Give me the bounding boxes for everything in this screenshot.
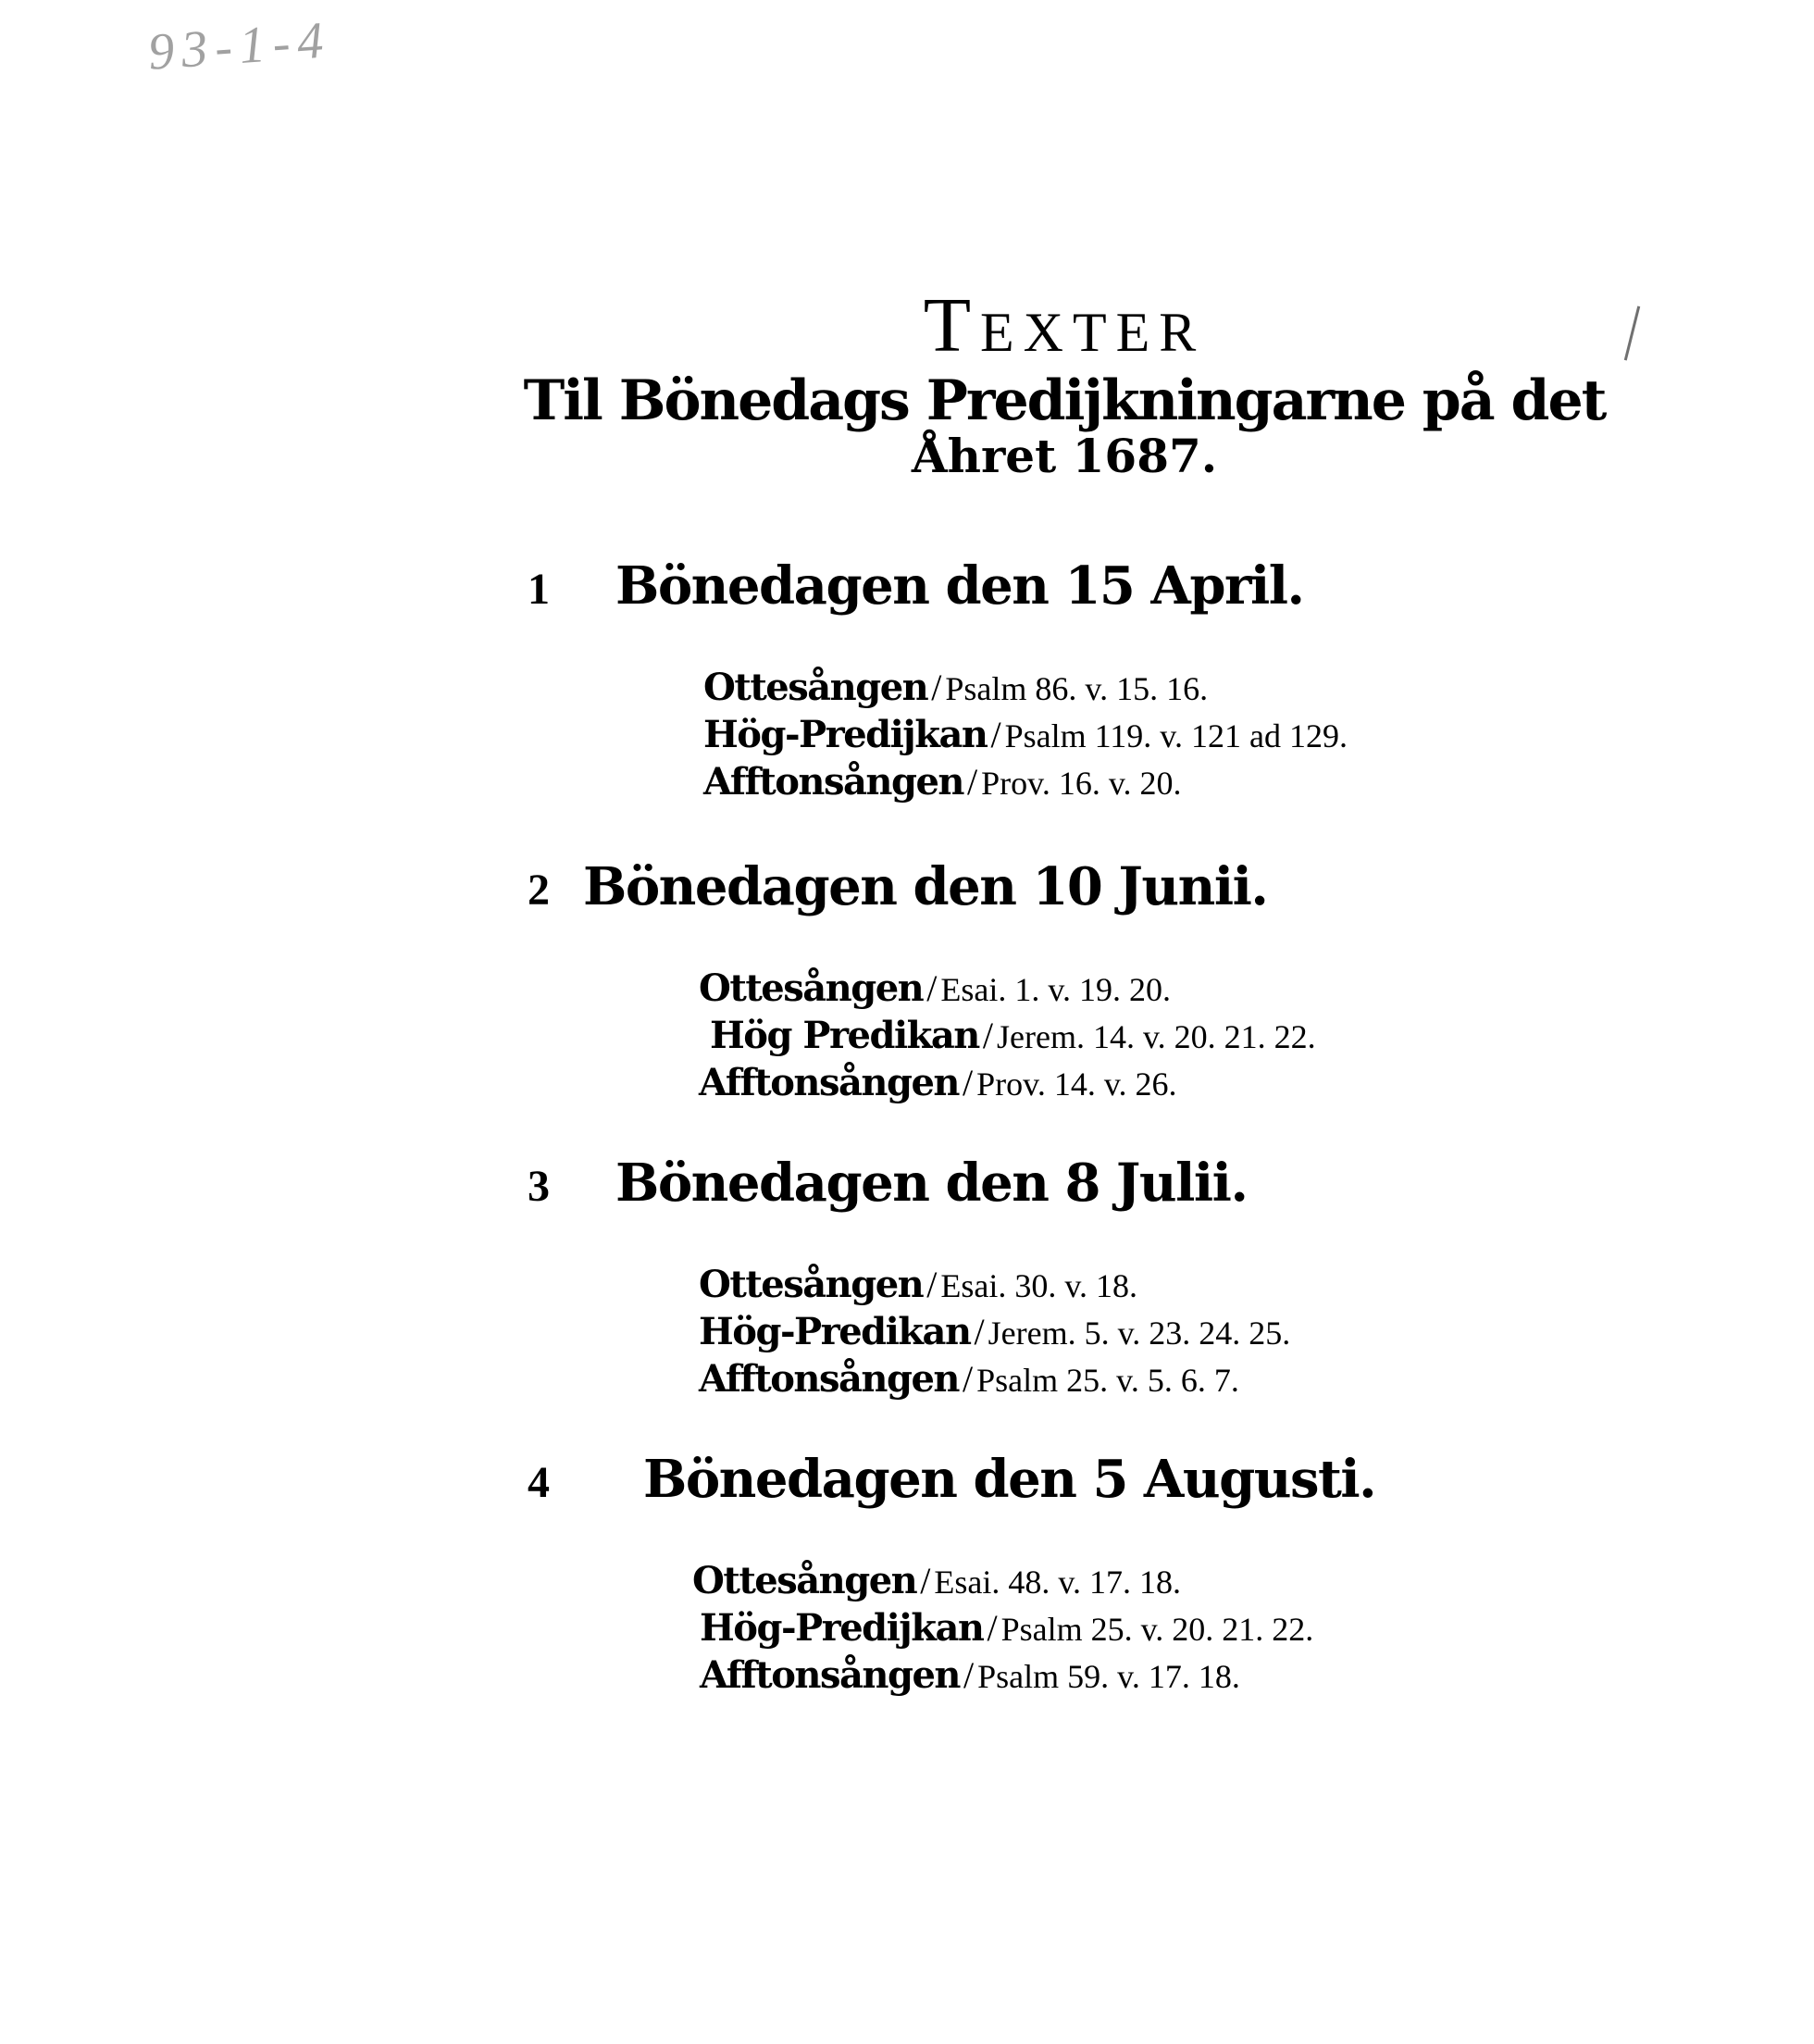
reading-line	[699, 1262, 1638, 1309]
separator: /	[974, 1311, 985, 1352]
separator: /	[926, 1264, 938, 1305]
service-name: Afftonsången	[699, 1061, 960, 1104]
scripture-reference: Jerem. 5. v. 23. 24. 25.	[988, 1315, 1291, 1352]
scripture-reference: Esai. 48. v. 17. 18.	[934, 1564, 1182, 1601]
service-name: Ottesången	[699, 966, 924, 1010]
prayer-day-section-3	[528, 1153, 1638, 1403]
separator: /	[982, 1015, 993, 1056]
readings-list	[699, 1262, 1638, 1403]
reading-line	[699, 1356, 1638, 1403]
separator: /	[920, 1560, 931, 1602]
section-heading	[528, 1153, 1638, 1214]
reading-line	[699, 1060, 1638, 1107]
service-name: Ottesången	[699, 1263, 924, 1306]
section-number: 4	[528, 1458, 549, 1507]
separator: /	[963, 1062, 974, 1103]
separator: /	[931, 667, 942, 708]
scripture-reference: Esai. 1. v. 19. 20.	[940, 971, 1172, 1008]
service-name: Hög Predikan	[710, 1014, 979, 1057]
reading-line	[692, 1605, 1638, 1652]
prayer-day-section-2	[528, 856, 1638, 1107]
readings-list	[703, 665, 1638, 806]
scripture-reference: Psalm 86. v. 15. 16.	[945, 670, 1209, 707]
separator: /	[963, 1358, 974, 1400]
page-subtitle: Til Bönedags Predijkningarne på det	[523, 368, 1606, 433]
scripture-reference: Psalm 119. v. 121 ad 129.	[1004, 717, 1348, 754]
service-name: Hög-Predikan	[699, 1310, 971, 1353]
service-name: Afftonsången	[703, 760, 964, 804]
title-block	[518, 282, 1610, 483]
reading-line	[703, 759, 1638, 806]
service-name: Ottesången	[692, 1559, 917, 1602]
separator: /	[990, 714, 1001, 755]
reading-line	[703, 665, 1638, 712]
section-number: 2	[528, 866, 549, 915]
section-title: Bönedagen den 8 Julii.	[615, 1153, 1248, 1214]
service-name: Hög-Predijkan	[703, 713, 988, 756]
handwritten-catalog-mark: 93-1-4	[146, 11, 333, 81]
service-name: Hög-Predijkan	[700, 1606, 984, 1650]
separator: /	[963, 1654, 975, 1696]
service-name: Afftonsången	[700, 1653, 961, 1697]
reading-line	[699, 1013, 1638, 1060]
prayer-day-section-1	[528, 555, 1638, 806]
separator: /	[926, 967, 938, 1009]
reading-line	[699, 1309, 1638, 1356]
title-initial: T	[923, 282, 980, 368]
scripture-reference: Esai. 30. v. 18.	[940, 1267, 1138, 1304]
section-title: Bönedagen den 5 Augusti.	[643, 1449, 1376, 1510]
service-name: Ottesången	[703, 666, 928, 709]
margin-pencil-stroke	[1624, 306, 1640, 361]
service-name: Afftonsången	[699, 1357, 960, 1401]
section-heading	[528, 555, 1638, 617]
section-heading	[528, 856, 1638, 917]
scripture-reference: Psalm 59. v. 17. 18.	[977, 1658, 1240, 1695]
section-heading	[528, 1449, 1638, 1510]
scripture-reference: Psalm 25. v. 5. 6. 7.	[976, 1362, 1239, 1399]
section-title: Bönedagen den 15 April.	[615, 555, 1304, 617]
separator: /	[967, 761, 978, 803]
readings-list	[699, 966, 1638, 1107]
readings-list	[692, 1558, 1638, 1700]
reading-line	[699, 966, 1638, 1013]
title-rest: EXTER	[980, 302, 1206, 363]
prayer-day-section-4	[528, 1449, 1638, 1700]
section-number: 1	[528, 565, 549, 614]
page-title	[518, 282, 1610, 368]
scripture-reference: Prov. 14. v. 26.	[976, 1066, 1177, 1103]
scripture-reference: Psalm 25. v. 20. 21. 22.	[1000, 1611, 1314, 1648]
year-line: Åhret 1687.	[911, 429, 1218, 483]
scripture-reference: Prov. 16. v. 20.	[981, 765, 1182, 802]
reading-line	[703, 712, 1638, 759]
reading-line	[692, 1652, 1638, 1700]
scripture-reference: Jerem. 14. v. 20. 21. 22.	[996, 1018, 1316, 1055]
reading-line	[692, 1558, 1638, 1605]
separator: /	[987, 1607, 998, 1649]
section-title: Bönedagen den 10 Junii.	[583, 856, 1268, 917]
section-number: 3	[528, 1162, 549, 1211]
